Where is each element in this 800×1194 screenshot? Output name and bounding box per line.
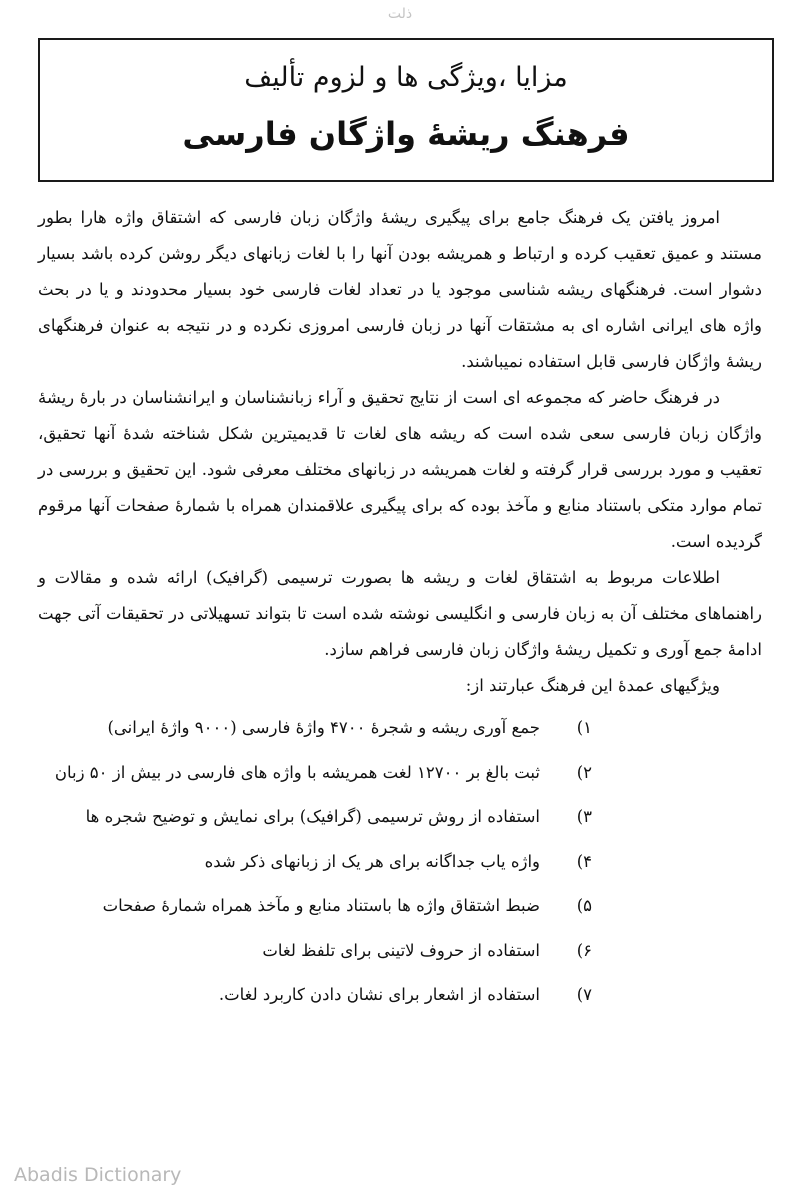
page-top-caption: ذلت: [387, 6, 413, 22]
list-item-number: ۲): [576, 762, 592, 782]
list-item-text: استفاده از روش ترسیمی (گرافیک) برای نمایش و توضیح شجره ها: [85, 807, 540, 826]
list-item-number: ۷): [576, 985, 592, 1004]
list-item-number: ۱): [576, 718, 592, 737]
feature-list: [38, 710, 762, 1022]
list-item: [38, 755, 762, 800]
list-item-text: جمع آوری ریشه و شجرهٔ ۴۷۰۰ واژهٔ فارسی (۹۰۰۰ واژهٔ ایرانی): [107, 718, 540, 737]
list-item-number: ۴): [576, 851, 592, 871]
list-item: [38, 710, 762, 755]
title-heading: فرهنگ ریشهٔ واژگان فارسی: [182, 115, 630, 153]
list-item: [38, 888, 762, 933]
list-item-text: استفاده از اشعار برای نشان دادن کاربرد لغات.: [218, 985, 540, 1004]
watermark: Abadis Dictionary: [14, 1164, 182, 1186]
features-intro: ویژگیهای عمدهٔ این فرهنگ عبارتند از:: [465, 676, 720, 695]
document-body: [38, 200, 762, 1022]
list-item-number: ۳): [576, 807, 592, 826]
list-item-text: ضبط اشتقاق واژه ها باستناد منابع و مآخذ همراه شمارهٔ صفحات: [102, 896, 540, 915]
title-subheading: مزایا ،ویژگی ها و لزوم تألیف: [244, 62, 568, 93]
paragraph-method: در فرهنگ حاضر که مجموعه ای است از نتایج تحقیق و آراء زبانشناسان و ایرانشناسان در بارهٔ ریشهٔ واژگان زبان فارسی سعی شده است که ریشه های لغات تا قدیمیترین شکل شناخته شدهٔ آنها تحقیق، تعقیب و مورد بررسی قرار گرفته و لغات همریشه در زبانهای مختلف معرفی شود. این تحقیق و بررسی در تمام موارد متکی باستناد منابع و مآخذ بوده که برای پیگیری علاقمندان همراه با شمارهٔ صفحات آنها مرقوم گردیده است.: [38, 388, 762, 551]
title-box: [38, 38, 774, 182]
list-item: [38, 977, 762, 1022]
list-item-number: ۵): [576, 896, 592, 915]
paragraph-intro: امروز یافتن یک فرهنگ جامع برای پیگیری ریشهٔ واژگان زبان فارسی که اشتقاق واژه هارا بطور مستند و عمیق تعقیب کرده و ارتباط و همریشه بودن آنها را با لغات زبانهای دیگر روشن کرده باشد بسیار دشوار است. فرهنگهای ریشه شناسی موجود یا در تعداد لغات فارسی خود بسیار محدودند و یا در بحث واژه های ایرانی اشاره ای به مشتقات آنها در زبان فارسی امروزی نکرده و در نتیجه به عنوان فرهنگهای ریشهٔ واژگان فارسی قابل استفاده نمیباشند.: [38, 208, 762, 371]
list-item: [38, 799, 762, 844]
list-item-text: واژه یاب جداگانه برای هر یک از زبانهای ذکر شده: [204, 851, 540, 871]
list-item-number: ۶): [576, 940, 592, 960]
list-item: [38, 844, 762, 889]
list-item-text: ثبت بالغ بر ۱۲۷۰۰ لغت همریشه با واژه های فارسی در بیش از ۵۰ زبان: [54, 762, 540, 782]
list-item: [38, 933, 762, 978]
list-item-text: استفاده از حروف لاتینی برای تلفظ لغات: [262, 940, 540, 960]
paragraph-graphics: اطلاعات مربوط به اشتقاق لغات و ریشه ها بصورت ترسیمی (گرافیک) ارائه شده و مقالات و راهنماهای مختلف آن به زبان فارسی و انگلیسی نوشته شده است تا بتواند تسهیلاتی در تحقیقات آتی جهت ادامهٔ جمع آوری و تکمیل ریشهٔ واژگان زبان فارسی فراهم سازد.: [38, 568, 762, 659]
